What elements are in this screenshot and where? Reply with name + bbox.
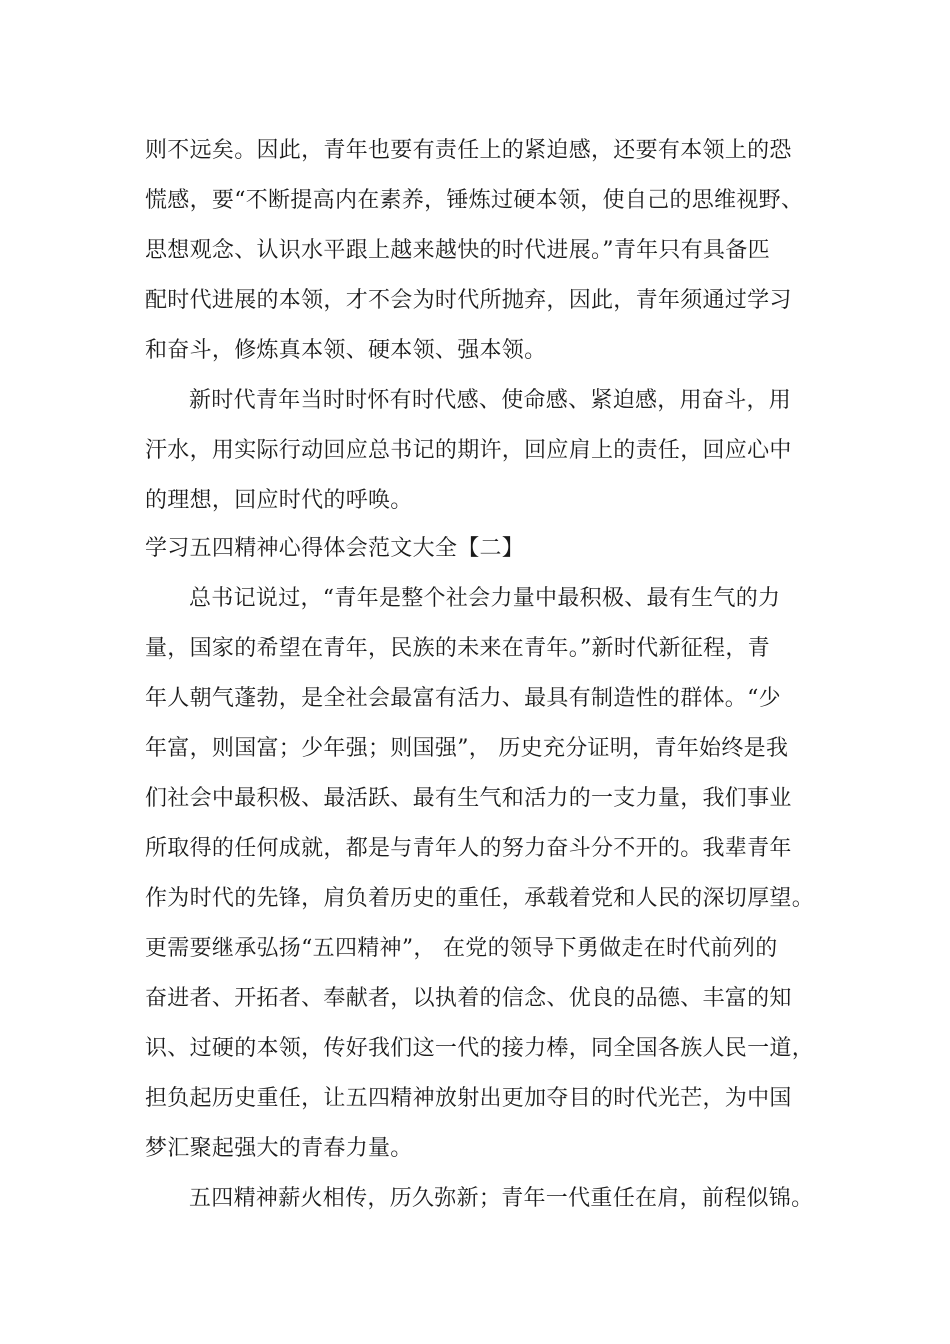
body-text-line: 年富，则国富；少年强；则国强”， 历史充分证明，青年始终是我 xyxy=(145,736,789,761)
body-text-line: 和奋斗，修炼真本领、硬本领、强本领。 xyxy=(145,338,547,363)
body-text-line: 思想观念、认识水平跟上越来越快的时代进展。”青年只有具备匹 xyxy=(145,238,770,263)
body-text-line: 识、过硬的本领，传好我们这一代的接力棒，同全国各族人民一道， xyxy=(145,1036,815,1061)
paragraph-first-line: 总书记说过，“青年是整个社会力量中最积极、最有生气的力 xyxy=(189,586,781,611)
paragraph-first-line: 新时代青年当时时怀有时代感、使命感、紧迫感，用奋斗，用 xyxy=(189,388,792,413)
body-text-line: 更需要继承弘扬“五四精神”， 在党的领导下勇做走在时代前列的 xyxy=(145,936,778,961)
body-text-line: 配时代进展的本领，才不会为时代所抛弃，因此，青年须通过学习 xyxy=(145,288,792,313)
section-heading: 学习五四精神心得体会范文大全【二】 xyxy=(145,536,525,561)
body-text-line: 则不远矣。因此，青年也要有责任上的紧迫感，还要有本领上的恐 xyxy=(145,138,792,163)
body-text-line: 担负起历史重任，让五四精神放射出更加夺目的时代光芒，为中国 xyxy=(145,1086,792,1111)
body-text-line: 量，国家的希望在青年，民族的未来在青年。”新时代新征程，青 xyxy=(145,636,770,661)
body-text-line: 汗水，用实际行动回应总书记的期许，回应肩上的责任，回应心中 xyxy=(145,438,792,463)
body-text-line: 的理想，回应时代的呼唤。 xyxy=(145,488,413,513)
body-text-line: 年人朝气蓬勃，是全社会最富有活力、最具有制造性的群体。“少 xyxy=(145,686,781,711)
body-text-line: 所取得的任何成就，都是与青年人的努力奋斗分不开的。我辈青年 xyxy=(145,836,792,861)
body-text-line: 作为时代的先锋，肩负着历史的重任，承载着党和人民的深切厚望。 xyxy=(145,886,815,911)
body-text-line: 梦汇聚起强大的青春力量。 xyxy=(145,1136,413,1161)
paragraph-first-line: 五四精神薪火相传，历久弥新；青年一代重任在肩，前程似锦。 xyxy=(189,1186,814,1211)
body-text-line: 奋进者、开拓者、奉献者，以执着的信念、优良的品德、丰富的知 xyxy=(145,986,792,1011)
body-text-line: 慌感，要“不断提高内在素养，锤炼过硬本领，使自己的思维视野、 xyxy=(145,188,804,213)
body-text-line: 们社会中最积极、最活跃、最有生气和活力的一支力量，我们事业 xyxy=(145,786,792,811)
